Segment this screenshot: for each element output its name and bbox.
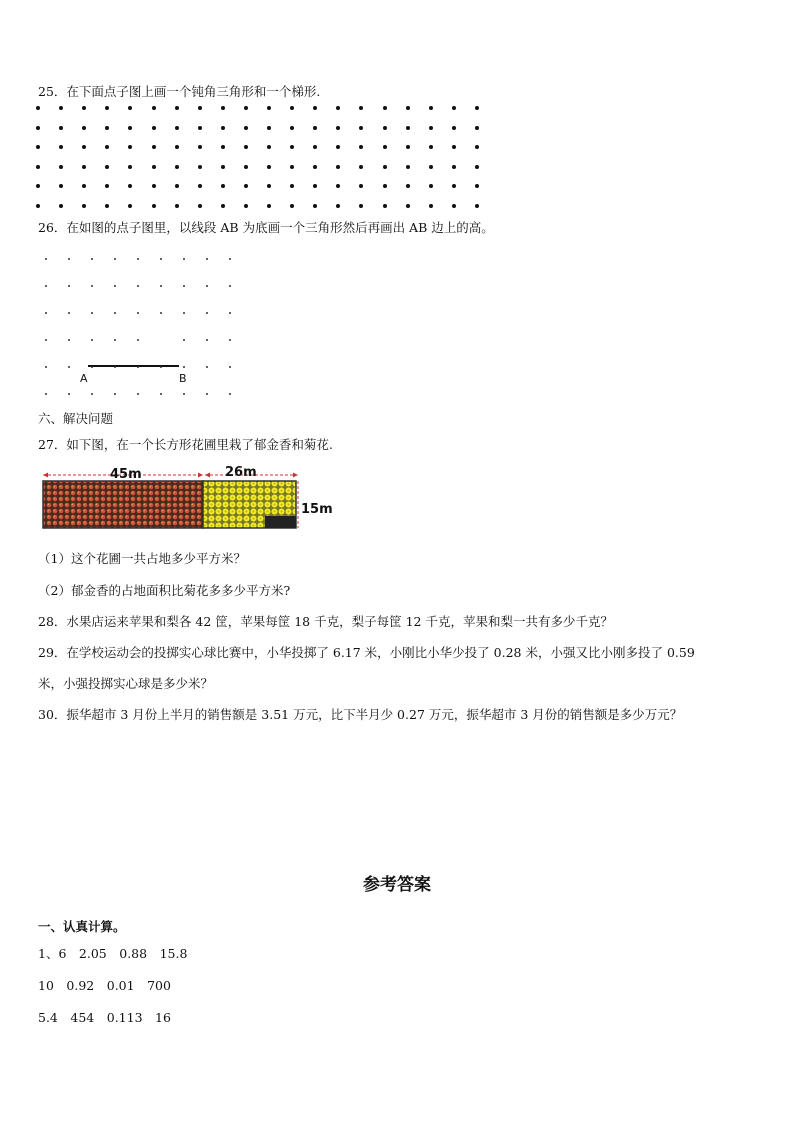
- grid-dot: [206, 312, 208, 314]
- grid-dot: [45, 258, 47, 260]
- grid-dot: [114, 366, 116, 368]
- tulip-bed: [43, 481, 203, 528]
- grid-dot: [152, 165, 156, 169]
- grid-dot: [221, 126, 225, 130]
- grid-dot: [152, 204, 156, 208]
- grid-dot: [383, 204, 387, 208]
- grid-dot: [82, 106, 86, 110]
- grid-dot: [383, 184, 387, 188]
- grid-dot: [267, 165, 271, 169]
- grid-dot: [221, 145, 225, 149]
- grid-dot: [128, 145, 132, 149]
- grid-dot: [114, 312, 116, 314]
- answer-row-3: 5.4 454 0.113 16: [38, 1010, 171, 1025]
- grid-dot: [82, 165, 86, 169]
- grid-dot: [383, 165, 387, 169]
- grid-dot: [183, 258, 185, 260]
- grid-dot: [36, 165, 40, 169]
- grid-dot: [429, 184, 433, 188]
- dot-grid-25: [36, 106, 496, 210]
- grid-dot: [229, 366, 231, 368]
- grid-dot: [406, 145, 410, 149]
- grid-dot: [198, 165, 202, 169]
- question-27-sub2: （2）郁金香的占地面积比菊花多多少平方米?: [38, 583, 291, 598]
- grid-dot: [206, 285, 208, 287]
- question-27-sub1: （1）这个花圃一共占地多少平方米？: [38, 551, 246, 566]
- grid-dot: [267, 204, 271, 208]
- grid-dot: [206, 339, 208, 341]
- grid-dot: [221, 184, 225, 188]
- grid-dot: [244, 145, 248, 149]
- grid-dot: [114, 258, 116, 260]
- grid-dot: [452, 165, 456, 169]
- grid-dot: [128, 106, 132, 110]
- grid-dot: [359, 145, 363, 149]
- grid-dot: [290, 204, 294, 208]
- grid-dot: [206, 393, 208, 395]
- grid-dot: [198, 184, 202, 188]
- grid-dot: [313, 126, 317, 130]
- grid-dot: [68, 258, 70, 260]
- label-26m: 26m: [225, 466, 257, 480]
- grid-dot: [160, 393, 162, 395]
- grid-dot: [452, 204, 456, 208]
- grid-dot: [244, 204, 248, 208]
- grid-dot: [429, 145, 433, 149]
- grid-dot: [429, 165, 433, 169]
- grid-dot: [152, 145, 156, 149]
- grid-dot: [229, 258, 231, 260]
- grid-dot: [206, 366, 208, 368]
- grid-dot: [336, 145, 340, 149]
- grid-dot: [128, 184, 132, 188]
- grid-dot: [313, 204, 317, 208]
- grid-dot: [475, 126, 479, 130]
- answer-row-2: 10 0.92 0.01 700: [38, 978, 171, 993]
- grid-dot: [452, 184, 456, 188]
- answer-row-1: 1、6 2.05 0.88 15.8: [38, 946, 188, 961]
- question-27: 27．如下图，在一个长方形花圃里栽了郁金香和菊花.: [38, 437, 333, 452]
- grid-dot: [160, 366, 162, 368]
- grid-dot: [313, 184, 317, 188]
- grid-dot: [313, 106, 317, 110]
- grid-dot: [244, 184, 248, 188]
- grid-dot: [45, 285, 47, 287]
- grid-dot: [137, 285, 139, 287]
- grid-dot: [359, 126, 363, 130]
- grid-dot: [105, 184, 109, 188]
- grid-dot: [336, 106, 340, 110]
- grid-dot: [68, 312, 70, 314]
- grid-dot: [221, 204, 225, 208]
- grid-dot: [198, 145, 202, 149]
- question-25: 25．在下面点子图上画一个钝角三角形和一个梯形.: [38, 84, 321, 99]
- grid-dot: [91, 393, 93, 395]
- grid-dot: [336, 165, 340, 169]
- grid-dot: [91, 312, 93, 314]
- grid-dot: [36, 145, 40, 149]
- grid-dot: [229, 285, 231, 287]
- grid-dot: [244, 165, 248, 169]
- grid-dot: [183, 285, 185, 287]
- grid-dot: [429, 106, 433, 110]
- grid-dot: [105, 126, 109, 130]
- grid-dot: [198, 106, 202, 110]
- grid-dot: [206, 258, 208, 260]
- grid-dot: [406, 106, 410, 110]
- grid-dot: [152, 106, 156, 110]
- grid-dot: [267, 106, 271, 110]
- grid-dot: [152, 126, 156, 130]
- grid-dot: [91, 258, 93, 260]
- grid-dot: [137, 393, 139, 395]
- grid-dot: [406, 184, 410, 188]
- grid-dot: [383, 106, 387, 110]
- grid-dot: [59, 145, 63, 149]
- grid-dot: [406, 165, 410, 169]
- point-a-label: A: [80, 372, 88, 385]
- grid-dot: [128, 165, 132, 169]
- grid-dot: [59, 165, 63, 169]
- grid-dot: [198, 204, 202, 208]
- question-30: 30．振华超市 3 月份上半月的销售额是 3.51 万元，比下半月少 0.27 万元，振华超市 3 月份的销售额是多少万元？: [38, 707, 683, 722]
- grid-dot: [359, 165, 363, 169]
- grid-dot: [290, 106, 294, 110]
- grid-dot: [475, 106, 479, 110]
- grid-dot: [406, 126, 410, 130]
- grid-dot: [160, 285, 162, 287]
- answers-section-1: 一、认真计算。: [38, 919, 126, 934]
- section-heading: 六、解决问题: [38, 411, 114, 426]
- point-b-label: B: [179, 372, 187, 385]
- grid-dot: [359, 204, 363, 208]
- grid-dot: [105, 165, 109, 169]
- grid-dot: [475, 145, 479, 149]
- grid-dot: [68, 339, 70, 341]
- grid-dot: [36, 126, 40, 130]
- grid-dot: [45, 312, 47, 314]
- label-45m: 45m: [110, 467, 142, 482]
- grid-dot: [229, 393, 231, 395]
- grid-dot: [221, 165, 225, 169]
- grid-dot: [91, 339, 93, 341]
- grid-dot: [160, 312, 162, 314]
- grid-dot: [82, 145, 86, 149]
- grid-dot: [229, 339, 231, 341]
- grid-dot: [137, 258, 139, 260]
- label-15m: 15m: [301, 502, 333, 517]
- grid-dot: [229, 312, 231, 314]
- grid-dot: [244, 126, 248, 130]
- grid-dot: [267, 184, 271, 188]
- grid-dot: [383, 145, 387, 149]
- grid-dot: [383, 126, 387, 130]
- grid-dot: [183, 393, 185, 395]
- grid-dot: [68, 393, 70, 395]
- grid-dot: [175, 106, 179, 110]
- grid-dot: [429, 204, 433, 208]
- garden-figure: [40, 466, 340, 540]
- grid-dot: [59, 204, 63, 208]
- grid-dot: [175, 184, 179, 188]
- grid-dot: [336, 184, 340, 188]
- grid-dot: [267, 145, 271, 149]
- grid-dot: [137, 366, 139, 368]
- grid-dot: [267, 126, 271, 130]
- grid-dot: [114, 339, 116, 341]
- grid-dot: [290, 145, 294, 149]
- grid-dot: [429, 126, 433, 130]
- grid-dot: [183, 366, 185, 368]
- grid-dot: [406, 204, 410, 208]
- question-28: 28．水果店运来苹果和梨各 42 筐，苹果每筐 18 千克，梨子每筐 12 千克，苹果和梨一共有多少千克？: [38, 614, 613, 629]
- grid-dot: [114, 393, 116, 395]
- grid-dot: [59, 184, 63, 188]
- grid-dot: [290, 126, 294, 130]
- grid-dot: [152, 184, 156, 188]
- grid-dot: [128, 126, 132, 130]
- grid-dot: [313, 145, 317, 149]
- grid-dot: [82, 184, 86, 188]
- grid-dot: [313, 165, 317, 169]
- garden-svg: [40, 466, 340, 536]
- grid-dot: [336, 126, 340, 130]
- grid-dot: [59, 106, 63, 110]
- grid-dot: [91, 366, 93, 368]
- grid-dot: [175, 126, 179, 130]
- question-26: 26．在如图的点子图里，以线段 AB 为底画一个三角形然后再画出 AB 边上的高。: [38, 220, 494, 235]
- grid-dot: [290, 165, 294, 169]
- grid-dot: [475, 184, 479, 188]
- grid-dot: [105, 204, 109, 208]
- grid-dot: [452, 106, 456, 110]
- grid-dot: [91, 285, 93, 287]
- grid-dot: [359, 106, 363, 110]
- grid-dot: [175, 204, 179, 208]
- grid-dot: [82, 126, 86, 130]
- grid-dot: [452, 145, 456, 149]
- grid-dot: [45, 393, 47, 395]
- grid-dot: [183, 312, 185, 314]
- grid-dot: [452, 126, 456, 130]
- grid-dot: [59, 126, 63, 130]
- grid-dot: [36, 106, 40, 110]
- grid-dot: [336, 204, 340, 208]
- grid-dot: [198, 126, 202, 130]
- grid-dot: [137, 312, 139, 314]
- grid-dot: [359, 184, 363, 188]
- grid-dot: [45, 339, 47, 341]
- grid-dot: [475, 165, 479, 169]
- grid-dot: [128, 204, 132, 208]
- grid-dot: [183, 339, 185, 341]
- grid-dot: [221, 106, 225, 110]
- grid-dot: [160, 258, 162, 260]
- grid-dot: [105, 106, 109, 110]
- grid-dot: [105, 145, 109, 149]
- grid-dot: [45, 366, 47, 368]
- question-29-line1: 29．在学校运动会的投掷实心球比赛中，小华投掷了 6.17 米，小刚比小华少投了 0.28 米，小强又比小刚多投了 0.59: [38, 645, 695, 660]
- grid-dot: [68, 366, 70, 368]
- grid-dot: [36, 184, 40, 188]
- grid-dot: [175, 165, 179, 169]
- grid-dot: [68, 285, 70, 287]
- answers-title: 参考答案: [363, 875, 431, 895]
- grid-dot: [175, 145, 179, 149]
- segment-ab: [88, 365, 179, 367]
- grid-dot: [137, 339, 139, 341]
- grid-dot: [475, 204, 479, 208]
- grid-dot: [36, 204, 40, 208]
- question-29-line2: 米，小强投掷实心球是多少米？: [38, 676, 214, 691]
- grid-dot: [290, 184, 294, 188]
- grid-dot: [244, 106, 248, 110]
- grid-dot: [82, 204, 86, 208]
- grid-dot: [114, 285, 116, 287]
- dot-grid-26: [40, 254, 240, 399]
